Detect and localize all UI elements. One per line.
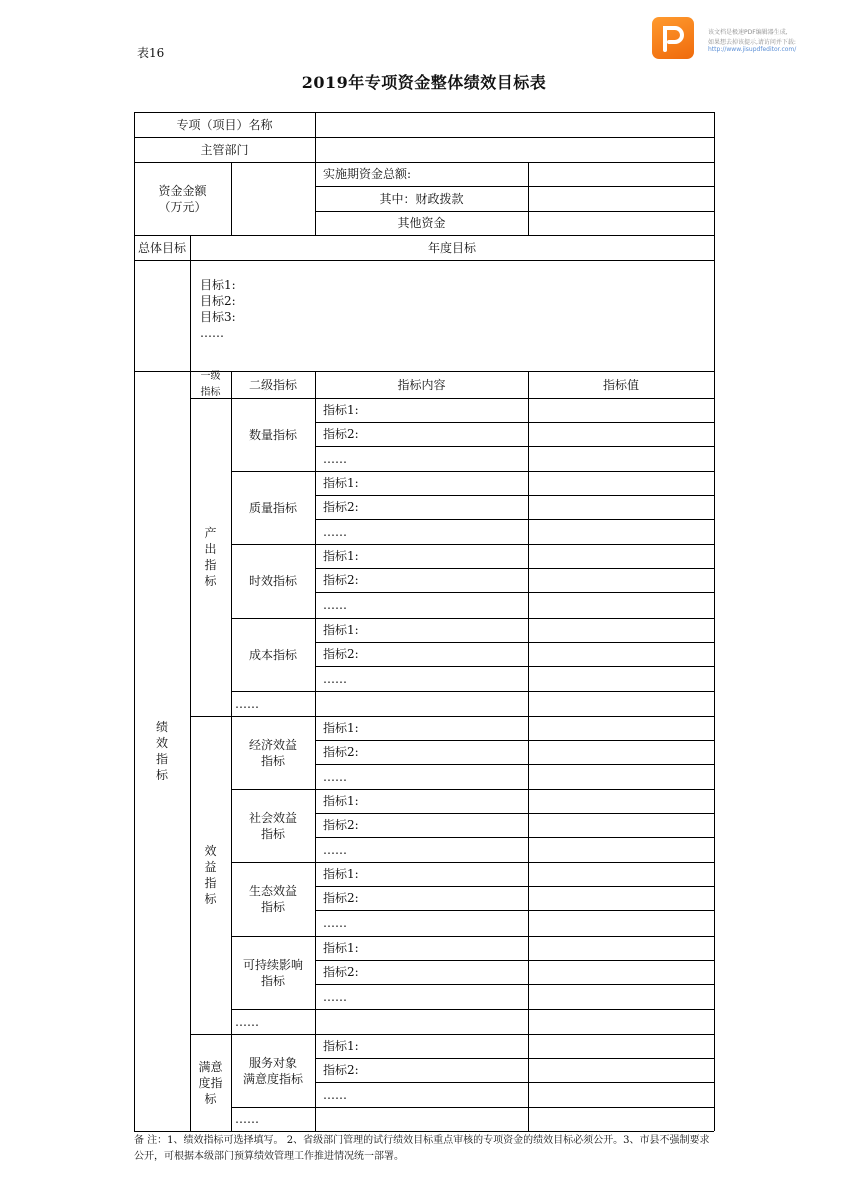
watermark-link[interactable]: http://www.jisupdfeditor.com/ [708, 46, 797, 53]
output-indicator-label: 产 出 指 标 [204, 526, 217, 588]
indicator-item-1: 指标1: [323, 721, 359, 735]
indicator-value-field[interactable] [528, 1082, 714, 1107]
indicator-value-field[interactable] [528, 471, 714, 495]
indicator-item-1: 指标1: [323, 476, 359, 490]
indicator-value-field[interactable] [528, 716, 714, 740]
table-rule [315, 371, 316, 1131]
indicator-item-more: …… [323, 915, 347, 930]
indicator-item-2: 指标2: [323, 427, 359, 441]
indicator-item-1: 指标1: [323, 941, 359, 955]
indicator-value-field[interactable] [528, 960, 714, 984]
indicator-value-field[interactable] [528, 642, 714, 666]
table-rule [134, 1131, 714, 1132]
indicator-item-2: 指标2: [323, 573, 359, 587]
satisfaction-more-groups: …… [235, 1112, 259, 1126]
indicator-value-field[interactable] [528, 984, 714, 1009]
output-group-label: 质量指标 [248, 500, 297, 515]
indicator-value-field[interactable] [528, 910, 714, 935]
other-funds-field[interactable] [528, 211, 714, 235]
indicator-item-1: 指标1: [323, 867, 359, 881]
indicator-item-more: …… [323, 842, 347, 857]
indicator-value-field[interactable] [528, 862, 714, 886]
indicator-value-field[interactable] [528, 813, 714, 837]
other-funds-label: 其他资金 [397, 216, 446, 230]
indicator-item-more: …… [323, 1087, 347, 1102]
indicator-item-2: 指标2: [323, 965, 359, 979]
indicator-item-2: 指标2: [323, 647, 359, 661]
indicator-value-field[interactable] [528, 789, 714, 813]
watermark-line-1: 该文档是极速PDF编辑器生成, [708, 29, 788, 36]
indicator-value-field[interactable] [528, 764, 714, 789]
indicator-value-field[interactable] [528, 666, 714, 691]
indicator-value-field[interactable] [528, 592, 714, 617]
overall-goal-label: 总体目标 [137, 240, 186, 255]
indicator-value-field[interactable] [528, 446, 714, 471]
output-more-groups: …… [235, 696, 259, 711]
indicator-item-2: 指标2: [323, 1063, 359, 1077]
indicator-item-more: …… [323, 451, 347, 466]
indicator-item-more: …… [323, 989, 347, 1004]
indicator-value-field[interactable] [528, 936, 714, 960]
annual-goal-items[interactable]: 目标1: 目标2: 目标3: …… [200, 278, 236, 340]
performance-indicator-label: 绩 效 指 标 [155, 720, 168, 782]
benefit-group-label: 可持续影响 指标 [242, 957, 303, 988]
page-title: 2019年专项资金整体绩效目标表 [301, 73, 547, 92]
table-rule [714, 112, 715, 1131]
indicator-item-2: 指标2: [323, 500, 359, 514]
satisfaction-indicator-label: 满意 度指 标 [198, 1059, 223, 1106]
indicator-item-1: 指标1: [323, 549, 359, 563]
funds-amount-field[interactable] [231, 162, 315, 235]
indicator-value-field[interactable] [528, 568, 714, 592]
watermark-line-2: 如果想去掉该提示,请访问并下载: [708, 39, 796, 46]
benefit-group-label: 生态效益 指标 [248, 883, 297, 914]
indicator-content-header: 指标内容 [397, 377, 446, 392]
indicator-value-field[interactable] [528, 837, 714, 862]
indicator-item-more: …… [323, 769, 347, 784]
indicator-item-1: 指标1: [323, 623, 359, 637]
total-funds-field[interactable] [528, 162, 714, 186]
department-field[interactable] [315, 137, 714, 162]
level2-indicator-header: 二级指标 [248, 377, 297, 392]
output-group-label: 成本指标 [248, 647, 297, 662]
indicator-item-1: 指标1: [323, 403, 359, 417]
project-name-label: 专项（项目）名称 [176, 117, 273, 132]
indicator-item-2: 指标2: [323, 818, 359, 832]
indicator-value-field[interactable] [528, 422, 714, 446]
benefit-indicator-label: 效 益 指 标 [204, 844, 217, 906]
indicator-item-2: 指标2: [323, 891, 359, 905]
level1-indicator-header: 一级 指标 [200, 370, 221, 398]
output-group-label: 数量指标 [248, 427, 297, 442]
funds-label: 资金金额 （万元） [158, 183, 207, 214]
indicator-value-field[interactable] [528, 519, 714, 544]
benefit-group-label: 经济效益 指标 [248, 737, 297, 768]
project-name-field[interactable] [315, 112, 714, 137]
indicator-item-1: 指标1: [323, 1039, 359, 1053]
overall-goal-field[interactable] [134, 260, 190, 371]
indicator-value-field[interactable] [528, 398, 714, 422]
indicator-value-field[interactable] [528, 544, 714, 568]
department-label: 主管部门 [200, 142, 249, 157]
indicator-item-1: 指标1: [323, 794, 359, 808]
table-rule [134, 260, 714, 261]
fiscal-label: 其中：财政拨款 [379, 191, 464, 206]
indicator-value-field[interactable] [528, 618, 714, 642]
indicator-value-field[interactable] [528, 740, 714, 764]
total-funds-label: 实施期资金总额: [323, 167, 412, 181]
output-group-label: 时效指标 [248, 573, 297, 588]
indicator-value-field[interactable] [528, 1058, 714, 1082]
satisfaction-group-label: 服务对象 满意度指标 [242, 1055, 303, 1086]
indicator-value-header: 指标值 [602, 377, 639, 392]
indicator-item-more: …… [323, 597, 347, 612]
indicator-item-more: …… [323, 524, 347, 539]
annual-goal-label: 年度目标 [427, 240, 476, 255]
fiscal-field[interactable] [528, 186, 714, 211]
footnote: 备 注：1、绩效指标可选择填写。 2、省级部门管理的试行绩效目标重点审核的专项资金的绩效目标必须公开。3、市县不强制要求公开，可根据本级部门预算绩效管理工作推进情况统一部署。 [134, 1135, 710, 1162]
indicator-item-2: 指标2: [323, 745, 359, 759]
indicator-value-field[interactable] [528, 1034, 714, 1058]
benefit-group-label: 社会效益 指标 [248, 810, 297, 841]
pdf-editor-logo-icon[interactable] [652, 17, 694, 59]
indicator-item-more: …… [323, 671, 347, 686]
indicator-value-field[interactable] [528, 495, 714, 519]
indicator-value-field[interactable] [528, 886, 714, 910]
benefit-more-groups: …… [235, 1014, 259, 1029]
table-number: 表16 [137, 46, 165, 60]
